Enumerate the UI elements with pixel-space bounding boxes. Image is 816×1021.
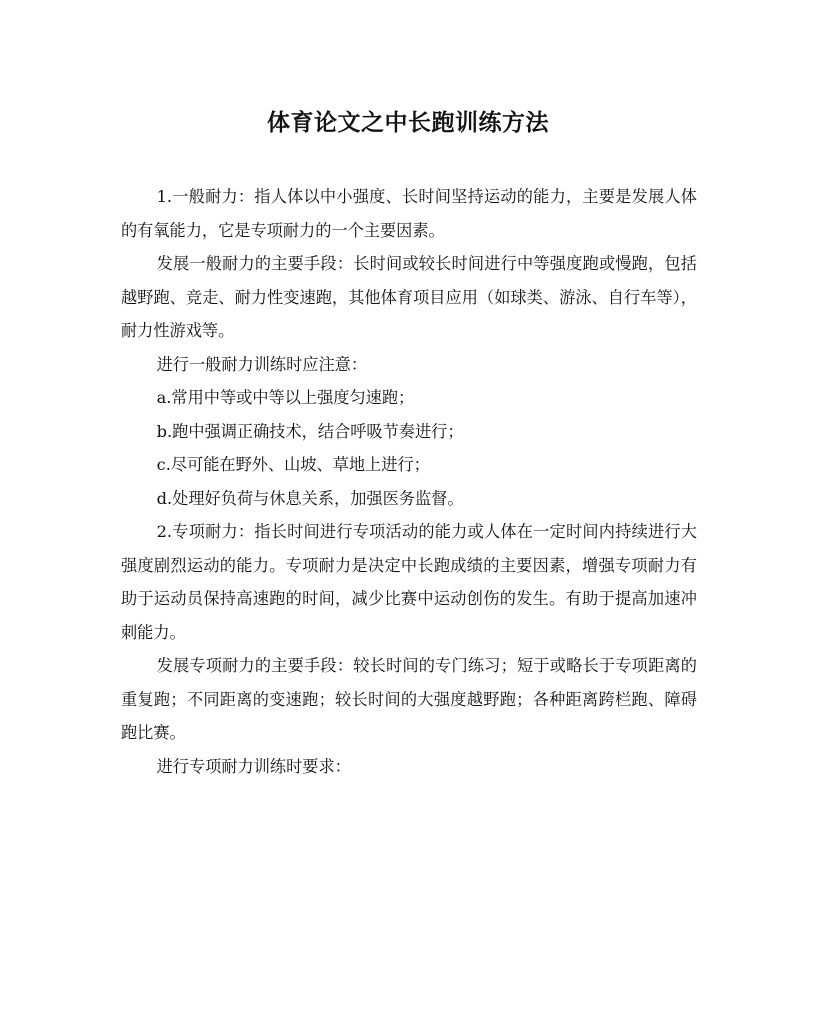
list-item-d: d.处理好负荷与休息关系，加强医务监督。 [156,488,464,508]
paragraph-general-endurance: 1.一般耐力：指人体以中小强度、长时间坚持运动的能力，主要是发展人体的有氧能力，它是专项耐力的一个主要因素。 [121,187,697,240]
document-title: 体育论文之中长跑训练方法 [267,109,549,136]
list-item-c: c.尽可能在野外、山坡、草地上进行； [156,455,430,474]
list-item-a: a.常用中等或中等以上强度匀速跑； [156,388,415,407]
list-item-b: b.跑中强调正确技术，结合呼吸节奏进行； [156,421,464,441]
paragraph-special-endurance-requirements: 进行专项耐力训练时要求： [156,756,351,776]
paragraph-special-endurance: 2.专项耐力：指长时间进行专项活动的能力或人体在一定时间内持续进行大强度剧烈运动的能力。专项耐力是决定中长跑成绩的主要因素，增强专项耐力有助于运动员保持高速跑的时间，减少比赛中运动创伤的发生。有助于提高加速冲刺能力。 [121,522,697,642]
document-body [121,180,697,783]
paragraph-general-endurance-methods: 发展一般耐力的主要手段：长时间或较长时间进行中等强度跑或慢跑，包括越野跑、竞走、耐力性变速跑，其他体育项目应用（如球类、游泳、自行车等），耐力性游戏等。 [121,254,697,340]
paragraph-special-endurance-methods: 发展专项耐力的主要手段：较长时间的专门练习；短于或略长于专项距离的重复跑；不同距离的变速跑；较长时间的大强度越野跑；各种距离跨栏跑、障碍跑比赛。 [121,656,697,742]
paragraph-general-endurance-notes: 进行一般耐力训练时应注意： [156,354,368,374]
